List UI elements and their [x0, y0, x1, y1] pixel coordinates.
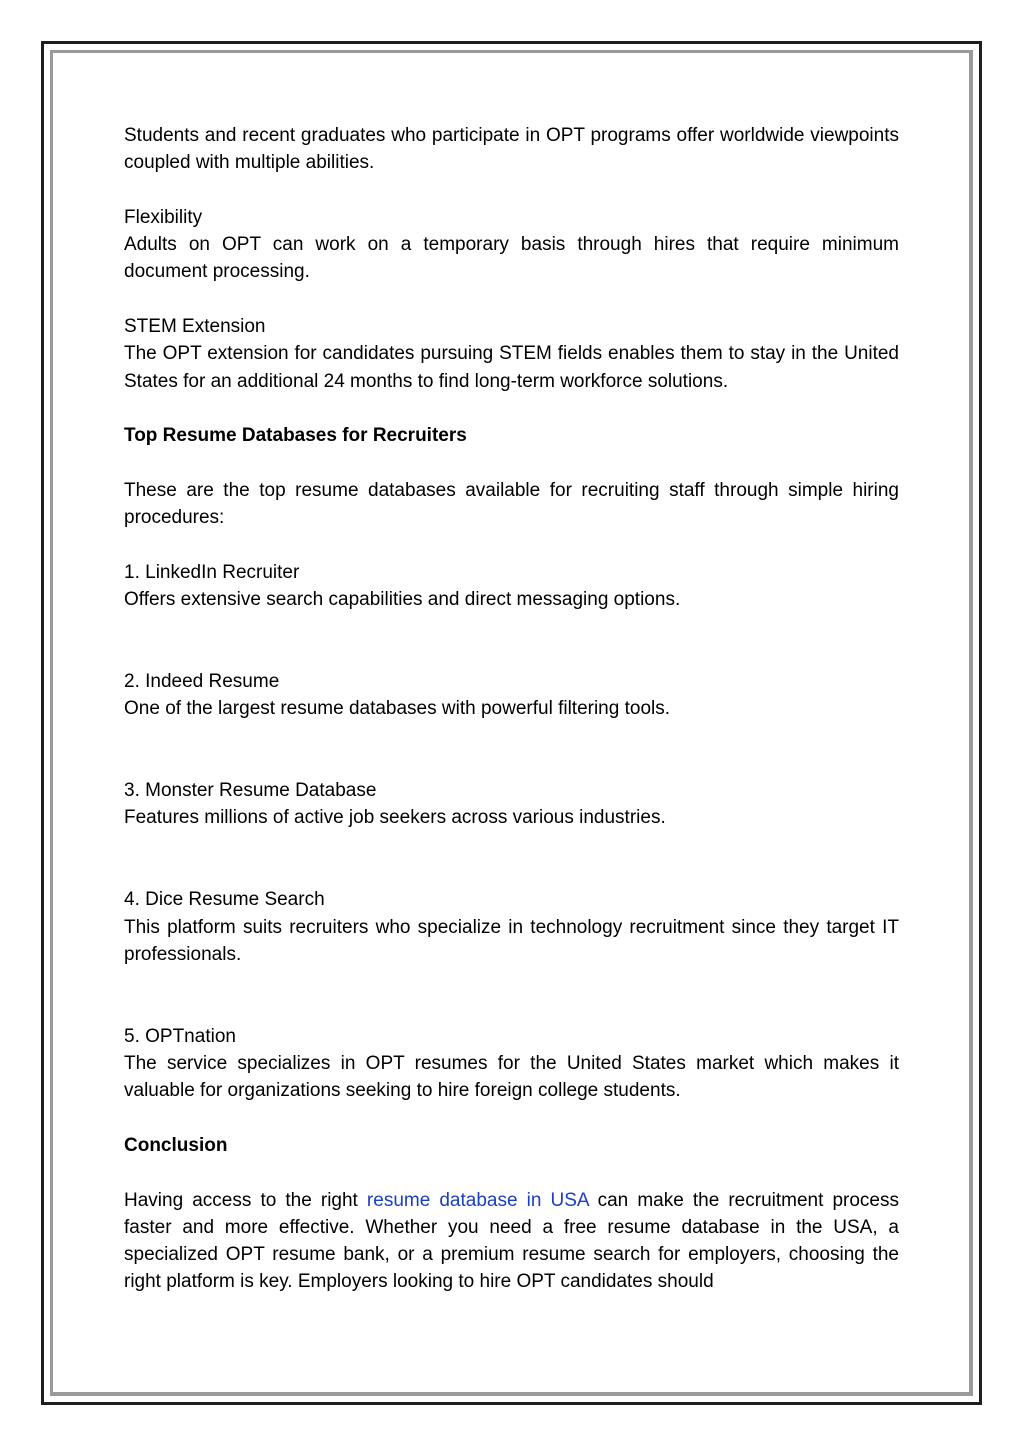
top-databases-heading: Top Resume Databases for Recruiters [124, 425, 467, 447]
stem-body: The OPT extension for candidates pursuing STEM fields enables them to stay in the United States for an additional 24 months to find long-term workforce solutions. [124, 343, 899, 392]
flexibility-body: Adults on OPT can work on a temporary basis through hires that require minimum document processing. [124, 234, 899, 283]
list-item-body: The service specializes in OPT resumes for the United States market which makes it valuable for organizations seeking to hire foreign college students. [124, 1053, 899, 1102]
list-item-title: 2. Indeed Resume [124, 670, 280, 692]
list-item-title: 1. LinkedIn Recruiter [124, 561, 300, 583]
flexibility-title: Flexibility [124, 206, 203, 228]
intro-paragraph: Students and recent graduates who participate in OPT programs offer worldwide viewpoints coupled with multiple abilities. [124, 125, 899, 174]
top-databases-intro: These are the top resume databases available for recruiting staff through simple hiring procedures: [124, 479, 899, 529]
list-item-body: This platform suits recruiters who specialize in technology recruitment since they target IT professionals. [124, 916, 899, 965]
list-item-body: One of the largest resume databases with powerful filtering tools. [124, 698, 671, 720]
list-item-title: 3. Monster Resume Database [124, 780, 377, 802]
conclusion-text-start: Having access to the right [124, 1189, 367, 1211]
conclusion-heading: Conclusion [124, 1134, 228, 1156]
stem-title: STEM Extension [124, 316, 266, 338]
list-item-title: 4. Dice Resume Search [124, 889, 325, 911]
list-item-title: 5. OPTnation [124, 1025, 236, 1047]
list-item-body: Offers extensive search capabilities and direct messaging options. [124, 589, 681, 611]
document-body [124, 122, 899, 1296]
conclusion-text-end: can make the recruitment process faster and more effective. Whether you need a free resume database in the USA, a specialized OPT resume bank, or a premium resume search for employers, choosing the right platform is key. Employers looking to hire OPT candidates should [124, 1189, 899, 1293]
resume-database-link[interactable]: resume database in USA [366, 1189, 589, 1211]
list-item-body: Features millions of active job seekers across various industries. [124, 807, 666, 829]
conclusion-paragraph [124, 1187, 899, 1296]
